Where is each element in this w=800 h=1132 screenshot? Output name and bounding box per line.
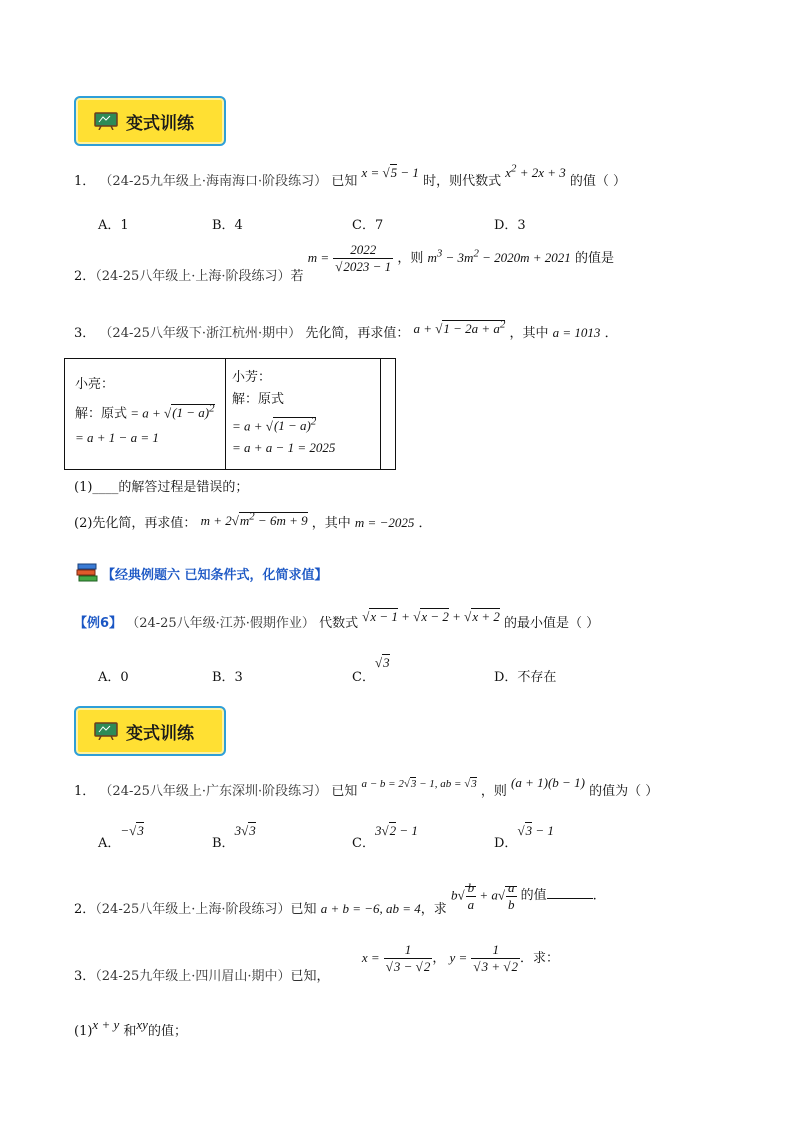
question-number: 2． [74, 902, 96, 918]
question-source: （24-25八年级·江苏·假期作业） [126, 616, 315, 631]
formula: √x − 1 + √x − 2 + √x + 2 [362, 609, 500, 624]
practice-1 [74, 775, 659, 799]
solution-xiaofang [226, 359, 381, 470]
formula: 3√3 [234, 823, 256, 838]
formula: m = −2025 [354, 515, 415, 530]
formula: = $a + √(1 - a)^2$ [127, 403, 215, 421]
solution-table [64, 358, 396, 470]
option-c[interactable] [352, 655, 390, 685]
formula: b√ $\frac{b}{a}$ + a√ $\frac{a}{b}$ [450, 880, 515, 912]
question-text: ，其中 [509, 326, 549, 341]
solution-label: 解：原式 [75, 406, 128, 422]
formula: x = √5 − 1 [361, 165, 419, 180]
book-stack-icon [76, 562, 98, 584]
option-b[interactable]: B．3 [212, 670, 243, 685]
option-d[interactable] [494, 823, 554, 851]
question-source: （24-25八年级上·上海·阶段练习） [95, 269, 291, 284]
formula: y = [449, 950, 468, 965]
practice-3-part-1 [74, 1017, 187, 1039]
question-text: 已知 [331, 784, 358, 799]
question-text: 的值为（ ） [589, 784, 659, 799]
formula: x + y [92, 1017, 120, 1032]
fraction: $\frac{2022}{√2023 - 1}$ [335, 242, 392, 274]
formula: $m^3 - 3m^2 - 2020m + 2021$ [427, 247, 571, 265]
section-badge-variant-training-1 [74, 96, 226, 146]
fraction-numerator: 1 [404, 942, 412, 957]
solution-label: 解：原式 [232, 392, 285, 407]
fraction-numerator: 2022 [350, 242, 377, 257]
question-text: 的值（ ） [569, 174, 627, 189]
formula: √3 [374, 655, 390, 670]
question-text: 的值 [520, 888, 547, 904]
question-text: 先化简，再求值： [305, 326, 410, 341]
formula: √3 − 1 [517, 823, 554, 838]
option-b[interactable] [212, 823, 256, 851]
blackboard-icon [94, 722, 118, 740]
question-text: 和 [123, 1024, 137, 1039]
option-label: D． [494, 836, 518, 851]
question-source: （24-25八年级上·上海·阶段练习） [95, 902, 291, 918]
formula: = $a + √(1 - a)^2$ [232, 416, 317, 434]
practice-2 [74, 880, 597, 918]
fraction: $\frac{1}{√3 - √2}$ [385, 942, 431, 974]
question-3 [74, 318, 618, 341]
example-6 [74, 609, 600, 631]
question-source: （24-25九年级上·海南海口·阶段练习） [99, 174, 328, 189]
blackboard-icon [94, 112, 118, 130]
example-tag: 【例6】 [74, 616, 123, 631]
question-text: 已知 [290, 902, 317, 918]
formula: a = 1013 [552, 325, 601, 340]
question-text: ．求： [519, 951, 559, 966]
question-text: 的值是 [574, 251, 614, 266]
option-c[interactable]: C．7 [352, 218, 384, 233]
option-a[interactable] [98, 823, 144, 851]
question-1 [74, 162, 627, 189]
option-label: C． [352, 836, 375, 851]
question-text: 代数式 [319, 616, 359, 631]
formula: 3√2 − 1 [374, 823, 418, 838]
example-heading [76, 562, 328, 584]
badge-label: 变式训练 [126, 723, 194, 744]
option-label: A． [98, 836, 121, 851]
question-number: 1． [74, 174, 96, 189]
question-source: （24-25八年级下·浙江杭州·期中） [99, 326, 302, 341]
question-text: 已知 [331, 174, 358, 189]
empty-cell [381, 359, 396, 470]
solution-xiaoliang [65, 359, 226, 470]
question-number: 1． [74, 784, 96, 799]
formula: (a + 1)(b − 1) [511, 775, 585, 790]
question-text: . [592, 888, 597, 904]
practice-3 [74, 942, 559, 984]
option-label: B． [212, 836, 235, 851]
question-source: （24-25八年级上·广东深圳·阶段练习） [99, 784, 328, 799]
formula: = a + 1 − a = 1 [75, 430, 159, 446]
solver-name: 小芳： [232, 370, 272, 385]
question-text: 若 [290, 269, 304, 284]
formula: x = [361, 950, 380, 965]
formula: $a + √1 - 2a + a^2$ [413, 318, 506, 336]
example-heading-text: 【经典例题六 已知条件式，化简求值】 [102, 567, 328, 583]
badge-label: 变式训练 [126, 113, 194, 134]
option-a[interactable]: A．1 [98, 218, 129, 233]
fraction-numerator: 1 [492, 942, 499, 957]
question-2 [74, 242, 614, 284]
question-text: ， [432, 951, 446, 966]
question-number: 2． [74, 269, 96, 284]
question-text: 的最小值是（ ） [504, 616, 600, 631]
option-d[interactable]: D．不存在 [494, 670, 557, 685]
answer-blank[interactable] [547, 898, 593, 899]
solver-name: 小亮： [75, 377, 115, 392]
question-text: 时，则代数式 [423, 174, 502, 189]
option-d[interactable]: D．3 [494, 218, 526, 233]
question-number: 3． [74, 969, 96, 984]
formula: m = [307, 250, 330, 265]
formula: $m + 2√m^2 - 6m + 9$ [200, 510, 308, 528]
question-3-part-1: (1)____的解答过程是错误的； [74, 480, 249, 495]
option-b[interactable]: B．4 [212, 218, 243, 233]
question-text: 的值； [147, 1024, 187, 1039]
question-text: ，求 [420, 902, 447, 918]
formula: xy [136, 1017, 148, 1032]
formula: a − b = 2√3 − 1, ab = √3 [361, 778, 477, 790]
option-label: C． [352, 670, 375, 685]
question-text: ． [604, 326, 618, 341]
question-text: (1) [74, 1024, 93, 1039]
formula: −√3 [120, 823, 144, 838]
question-text: ，则 [480, 784, 507, 799]
fraction: $\frac{1}{√3 + √2}$ [473, 942, 518, 974]
formula: = a + a − 1 = 2025 [232, 440, 336, 456]
question-text: 已知， [290, 969, 330, 984]
section-badge-variant-training-2 [74, 706, 226, 756]
question-number: 3． [74, 326, 96, 341]
question-3-part-2 [74, 512, 432, 531]
question-source: （24-25九年级上·四川眉山·期中） [95, 969, 291, 984]
question-text: (2)先化简，再求值： [74, 516, 197, 531]
question-text: ，其中 [311, 516, 351, 531]
question-text: ，则 [397, 251, 424, 266]
formula: $x^2 + 2x + 3$ [505, 162, 566, 180]
question-text: ． [418, 516, 432, 531]
option-c[interactable] [352, 823, 418, 851]
formula: a + b = −6, ab = 4 [320, 901, 421, 917]
option-a[interactable]: A．0 [98, 670, 129, 685]
